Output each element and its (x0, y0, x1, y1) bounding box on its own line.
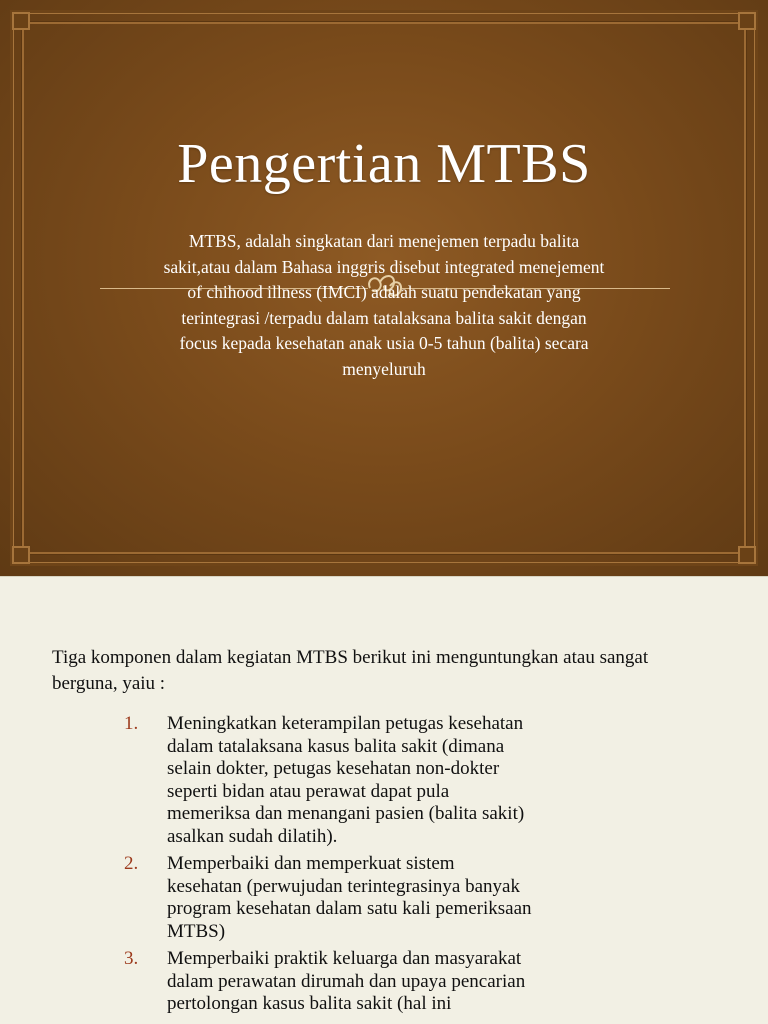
frame-corner-ornament (738, 546, 756, 564)
list-line: dalam perawatan dirumah dan upaya pencarian (167, 970, 526, 992)
list-line: selain dokter, petugas kesehatan non-dokter (167, 758, 500, 779)
body-line: menyeluruh (342, 358, 426, 379)
list-line: seperti bidan atau perawat dapat pula (167, 780, 450, 802)
slide-2 (0, 576, 768, 1024)
list-line: dalam tatalaksana kasus balita sakit (dimana (167, 735, 505, 757)
body-line: of chihood illness (IMCI) adalah suatu pendekatan yang (187, 282, 581, 302)
list-item (124, 853, 584, 943)
body-line: sakit,atau dalam Bahasa inggris disebut integrated menejement (163, 256, 605, 277)
component-list (124, 713, 584, 1021)
frame-corner-ornament (738, 12, 756, 30)
list-line: program kesehatan dalam satu kali pemeriksaan (167, 898, 532, 919)
body-line: terintegrasi /terpadu dalam tatalaksana balita sakit dengan (181, 307, 587, 328)
list-item (124, 948, 584, 1016)
list-line: MTBS) (167, 920, 226, 942)
list-item (124, 713, 584, 848)
frame-corner-ornament (12, 12, 30, 30)
list-line: Memperbaiki praktik keluarga dan masyarakat (167, 948, 522, 969)
slide-title: Pengertian MTBS (177, 133, 591, 195)
list-line: memeriksa dan menangani pasien (balita sakit) (167, 803, 525, 824)
body-line: focus kepada kesehatan anak usia 0-5 tahun (balita) secara (179, 333, 589, 353)
list-line: Memperbaiki dan memperkuat sistem (167, 853, 455, 874)
body-line: MTBS, adalah singkatan dari menejemen terpadu balita (188, 231, 580, 251)
intro-line: berguna, yaiu : (52, 673, 166, 694)
slide-1-body (110, 229, 658, 382)
list-number: 2. (124, 853, 139, 874)
intro-line: Tiga komponen dalam kegiatan MTBS berikut ini menguntungkan atau sangat (52, 647, 649, 668)
list-line: kesehatan (perwujudan terintegrasinya banyak (167, 875, 520, 897)
list-line: Meningkatkan keterampilan petugas kesehatan (167, 713, 524, 734)
list-line: asalkan sudah dilatih). (167, 825, 338, 847)
frame-corner-ornament (12, 546, 30, 564)
list-number: 1. (124, 713, 139, 734)
list-line: pertolongan kasus balita sakit (hal ini (167, 993, 452, 1014)
list-number: 3. (124, 948, 139, 969)
slide-2-intro (52, 645, 752, 697)
